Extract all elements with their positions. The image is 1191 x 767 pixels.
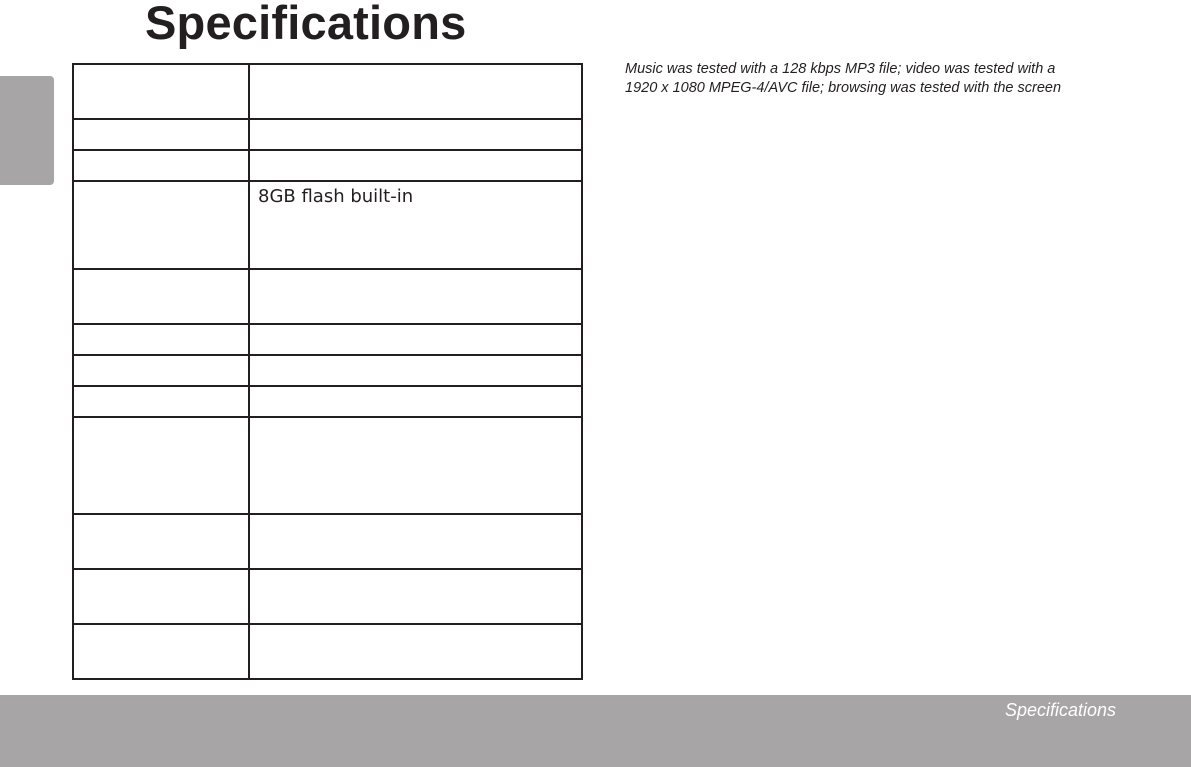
table-row	[73, 150, 582, 181]
spec-label-cell	[73, 514, 249, 569]
spec-label-cell	[73, 181, 249, 269]
spec-value	[250, 65, 581, 69]
table-row	[73, 269, 582, 324]
table-row	[73, 119, 582, 150]
battery-test-note	[625, 60, 1145, 98]
spec-value	[250, 418, 581, 422]
table-row	[73, 569, 582, 624]
spec-label-cell	[73, 386, 249, 417]
spec-label	[74, 182, 248, 186]
note-line: 1920 x 1080 MPEG-4/AVC file; browsing was tested with the screen	[625, 80, 1062, 96]
table-row	[73, 624, 582, 679]
spec-value-cell	[249, 269, 582, 324]
table-row	[73, 181, 582, 269]
table-row	[73, 514, 582, 569]
spec-label-cell	[73, 269, 249, 324]
spec-label	[74, 418, 248, 422]
spec-label-cell	[73, 624, 249, 679]
spec-value-cell	[249, 181, 582, 269]
note-line: Music was tested with a 128 kbps MP3 file; video was tested with a	[625, 61, 1056, 77]
spec-label-cell	[73, 417, 249, 514]
table-row	[73, 386, 582, 417]
section-side-tab	[0, 76, 54, 185]
spec-label	[74, 570, 248, 574]
footer-bar	[0, 695, 1191, 767]
spec-label	[74, 151, 248, 155]
table-row	[73, 64, 582, 119]
spec-label	[74, 356, 248, 360]
spec-value	[250, 515, 581, 519]
spec-value-cell	[249, 569, 582, 624]
spec-value-cell	[249, 514, 582, 569]
spec-value-cell	[249, 417, 582, 514]
spec-label	[74, 387, 248, 391]
spec-value	[250, 356, 581, 360]
spec-value-cell	[249, 355, 582, 386]
spec-label-cell	[73, 324, 249, 355]
spec-value-cell	[249, 119, 582, 150]
spec-value	[250, 625, 581, 629]
spec-label	[74, 625, 248, 629]
footer-section-label: Specifications	[1004, 700, 1116, 720]
spec-label	[74, 325, 248, 329]
spec-label	[74, 65, 248, 69]
spec-value-cell	[249, 324, 582, 355]
spec-value	[250, 120, 581, 124]
spec-value-cell	[249, 150, 582, 181]
spec-label-cell	[73, 64, 249, 119]
spec-value	[250, 151, 581, 155]
spec-value	[250, 325, 581, 329]
spec-label-cell	[73, 355, 249, 386]
page-title: Specifications	[145, 0, 467, 49]
specifications-table	[72, 63, 583, 680]
spec-value-cell	[249, 64, 582, 119]
table-row	[73, 324, 582, 355]
spec-label-cell	[73, 150, 249, 181]
spec-value	[250, 270, 581, 274]
spec-label	[74, 120, 248, 124]
spec-value-cell	[249, 386, 582, 417]
spec-label-cell	[73, 569, 249, 624]
spec-label	[74, 270, 248, 274]
spec-label-cell	[73, 119, 249, 150]
table-row	[73, 417, 582, 514]
spec-value	[250, 570, 581, 574]
spec-value	[250, 387, 581, 391]
table-row	[73, 355, 582, 386]
spec-value: 8GB flash built-in	[258, 186, 414, 207]
spec-label	[74, 515, 248, 519]
spec-value-cell	[249, 624, 582, 679]
